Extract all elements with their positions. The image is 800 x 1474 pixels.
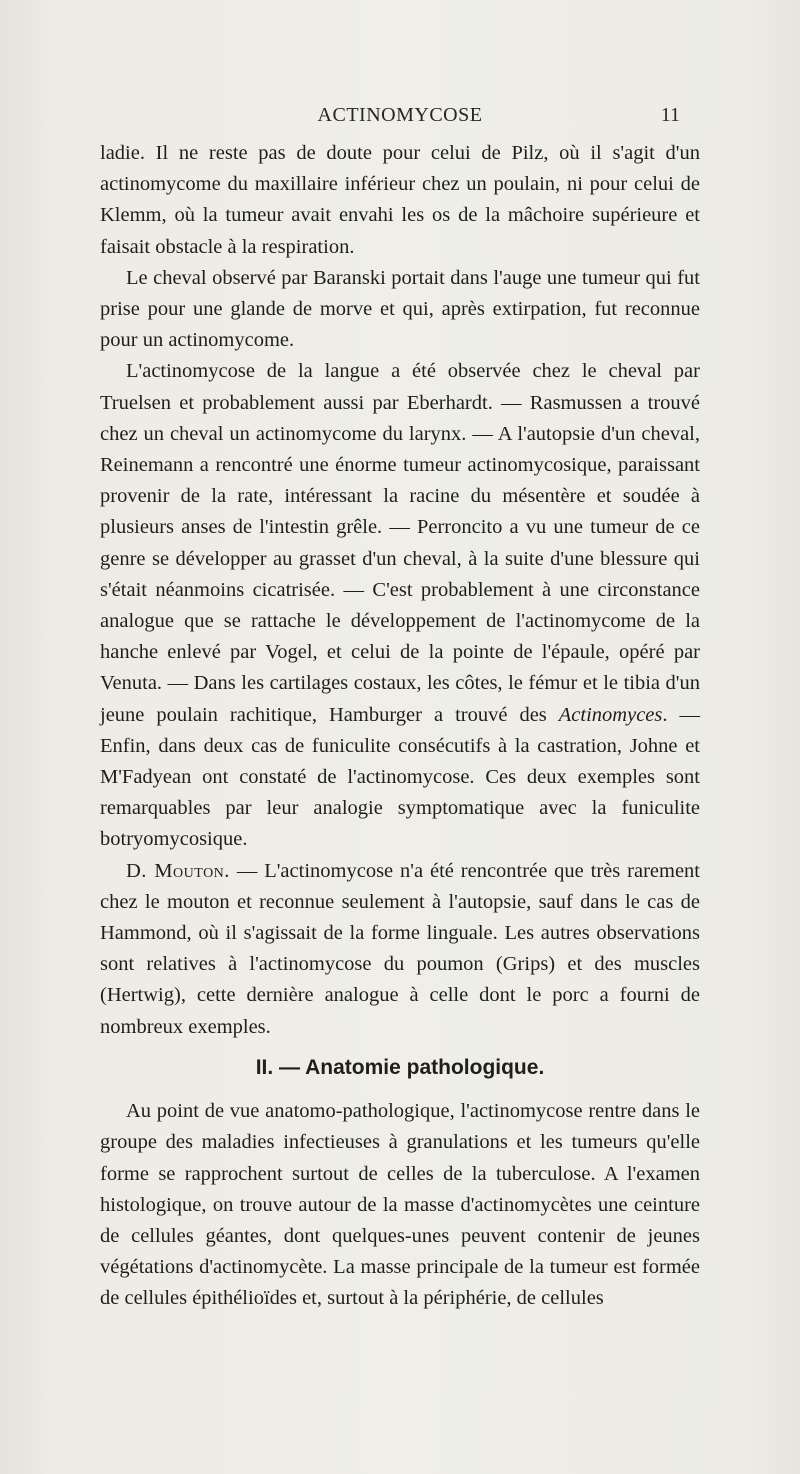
paragraph-cheval-text-a: L'actinomycose de la langue a été observée chez le cheval par Truelsen et probablement aussi par Eberhardt. — Rasmussen a trouvé chez un cheval un actinomycome du larynx. — A l'autopsie d'un cheval, Reinemann a rencontré une énorme tumeur actinomycosique, paraissant provenir de la rate, intéressant la racine du mésentère et soudée à plusieurs anses de l'intestin grêle. — Perroncito a vu une tumeur de ce genre se développer au grasset d'un cheval, à la suite d'une blessure qui s'était néanmoins cicatrisée. — C'est probablement à une circonstance analogue que se rattache le développement de l'actinomycome de la hanche enlevé par Vogel, et celui de la pointe de l'épaule, opéré par Venuta. — Dans les cartilages costaux, les côtes, le fémur et le tibia d'un jeune poulain rachitique, Hamburger a trouvé des [100, 360, 700, 726]
body-text [100, 138, 700, 1315]
actinomyces-term: Actinomyces [558, 703, 663, 726]
paragraph-cheval-text-b: . — Enfin, dans deux cas de funiculite consécutifs à la castration, Johne et M'Fadyean ont constaté de l'actinomycose. Ces deux exemples sont remarquables par leur analogie symptomatique avec la funiculite botryomycosique. [100, 703, 701, 851]
page-number: 11 [660, 104, 680, 126]
paragraph-mouton-text: — L'actinomycose n'a été rencontrée que très rarement chez le mouton et reconnue seulement à l'autopsie, sauf dans le cas de Hammond, où il s'agissait de la forme linguale. Les autres observations sont relatives à l'actinomycose du poumon (Grips) et des muscles (Hertwig), cette dernière analogue à celle dont le porc a fourni de nombreux exemples. [100, 859, 700, 1038]
section-heading: II. — Anatomie pathologique. [255, 1055, 545, 1079]
running-title: ACTINOMYCOSE [317, 104, 483, 126]
page-header [0, 104, 800, 132]
paragraph-cheval-cases [100, 356, 700, 855]
section-label-mouton: D. Mouton. [126, 859, 230, 882]
paragraph-continued: ladie. Il ne reste pas de doute pour celui de Pilz, où il s'agit d'un actinomycome du maxillaire inférieur chez un poulain, ni pour celui de Klemm, où la tumeur avait envahi les os de la mâchoire supérieure et faisait obstacle à la respiration. [100, 142, 700, 258]
paragraph-anatomie: Au point de vue anatomo-pathologique, l'actinomycose rentre dans le groupe des maladies infectieuses à granulations et les tumeurs qu'elle forme se rapprochent surtout de celles de la tuberculose. A l'examen histologique, on trouve autour de la masse d'actinomycètes une ceinture de cellules géantes, dont quelques-unes peuvent contenir de jeunes végétations d'actinomycète. La masse principale de la tumeur est formée de cellules épithélioïdes et, surtout à la périphérie, de cellules [100, 1100, 700, 1310]
paragraph-mouton [100, 856, 700, 1043]
paragraph-baranski: Le cheval observé par Baranski portait dans l'auge une tumeur qui fut prise pour une glande de morve et qui, après extirpation, fut reconnue pour un actinomycome. [100, 266, 700, 352]
